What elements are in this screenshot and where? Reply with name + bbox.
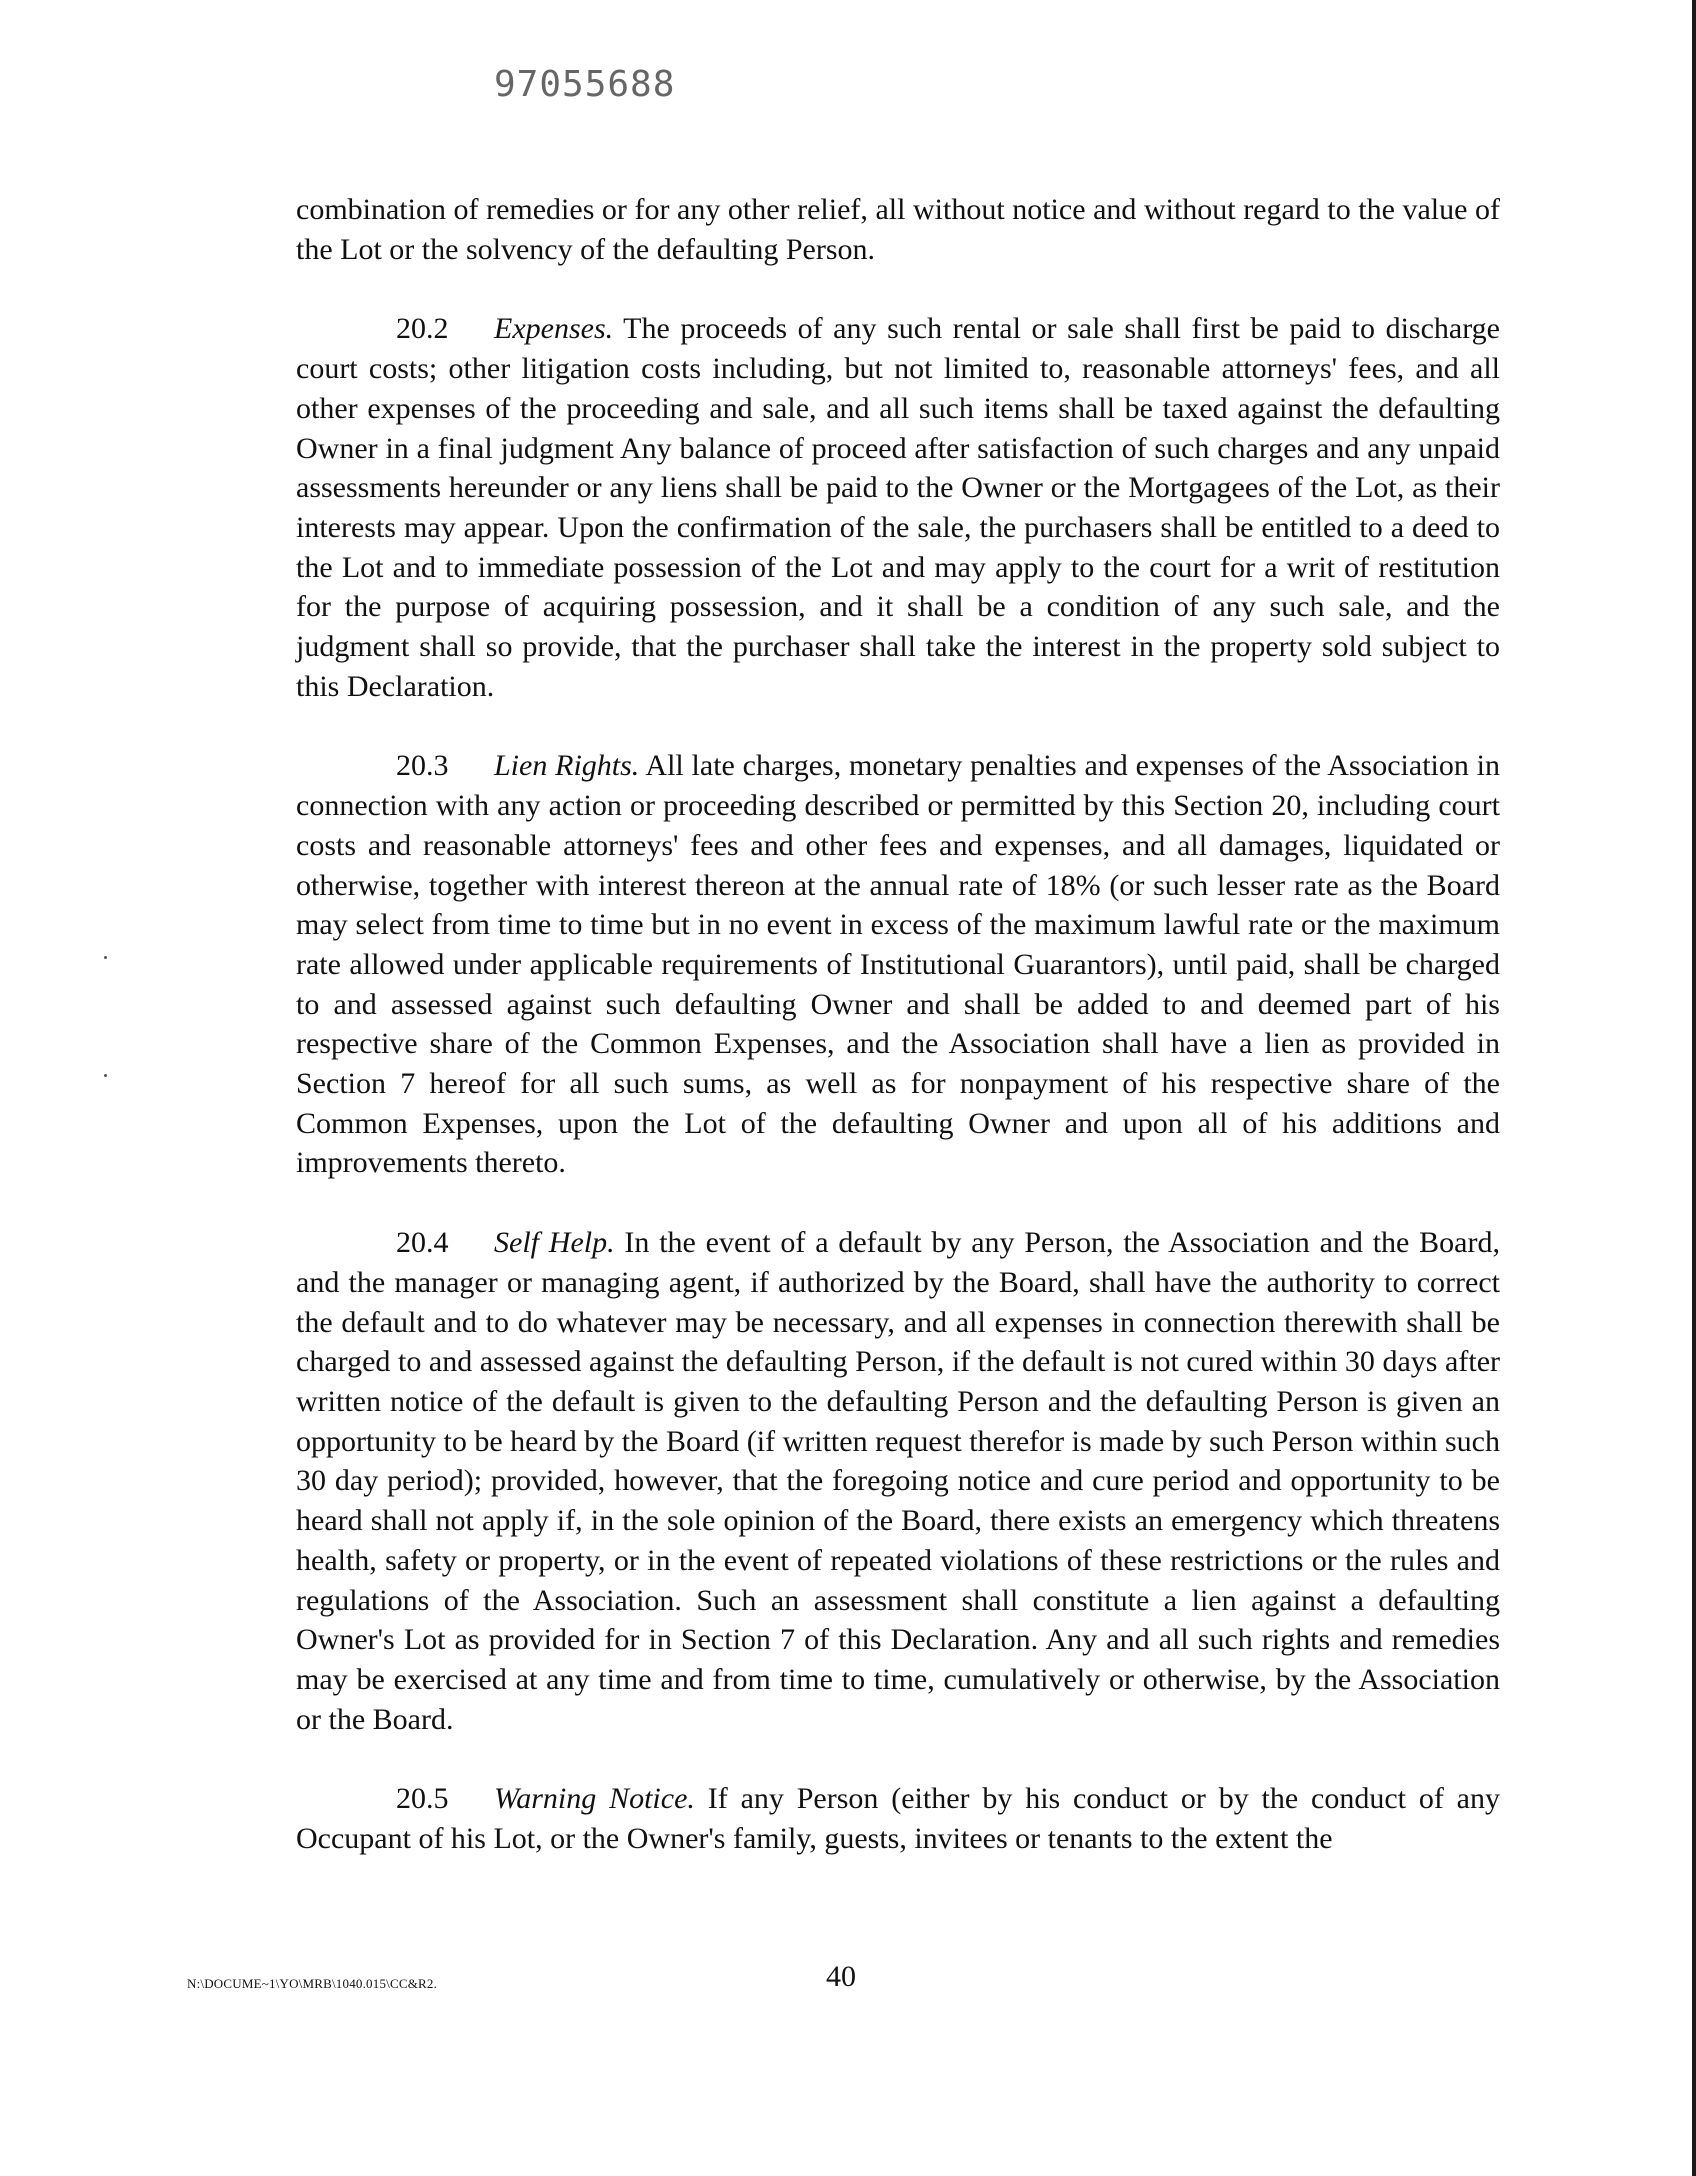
page-number: 40 (826, 1960, 856, 1993)
section-text: In the event of a default by any Person, the Association and the Board, and the manager or managing agent, if authorized by the Board, shall have the authority to correct the default and to do whatever may be necessary, and all expenses in connection therewith shall be charged to and assessed against the defaulting Person, if the default is not cured within 30 days after written notice of the default is given to the defaulting Person and the defaulting Person is given an opportunity to be heard by the Board (if written request therefor is made by such Person within such 30 day period); provided, however, that the foregoing notice and cure period and opportunity to be heard shall not apply if, in the sole opinion of the Board, there exists an emergency which threatens health, safety or property, or in the event of repeated violations of these restrictions or the rules and regulations of the Association. Such an assessment shall constitute a lien against a defaulting Owner's Lot as provided for in Section 7 of this Declaration. Any and all such rights and remedies may be exercised at any time and from time to time, cumulatively or otherwise, by the Association or the Board. (296, 1226, 1500, 1736)
section-title: Lien Rights. (494, 749, 640, 783)
continuation-paragraph: combination of remedies or for any other relief, all without notice and without regard to the value of the Lot or the solvency of the defaulting Person. (296, 193, 1500, 266)
document-number: 97055688 (494, 64, 676, 105)
footer-file-path: N:\DOCUME~1\YO\MRB\1040.015\CC&R2. (187, 1976, 438, 1991)
section-text: The proceeds of any such rental or sale shall first be paid to discharge court costs; other litigation costs including, but not limited to, reasonable attorneys' fees, and all other expenses of the proceeding and sale, and all such items shall be taxed against the defaulting Owner in a final judgment Any balance of proceed after satisfaction of such charges and any unpaid assessments hereunder or any liens shall be paid to the Owner or the Mortgagees of the Lot, as their interests may appear. Upon the confirmation of the sale, the purchasers shall be entitled to a deed to the Lot and to immediate possession of the Lot and may apply to the court for a writ of restitution for the purpose of acquiring possession, and it shall be a condition of any such sale, and the judgment shall so provide, that the purchaser shall take the interest in the property sold subject to this Declaration. (296, 312, 1500, 703)
section-20-2 (296, 309, 1500, 706)
stray-mark (104, 1074, 107, 1077)
section-20-5 (296, 1779, 1500, 1858)
section-number: 20.2 (396, 312, 449, 346)
section-title: Self Help. (494, 1226, 615, 1260)
section-number: 20.4 (396, 1226, 449, 1260)
section-20-3 (296, 746, 1500, 1183)
section-text: All late charges, monetary penalties and expenses of the Association in connection with any action or proceeding described or permitted by this Section 20, including court costs and reasonable attorneys' fees and other fees and expenses, and all damages, liquidated or otherwise, together with interest thereon at the annual rate of 18% (or such lesser rate as the Board may select from time to time but in no event in excess of the maximum lawful rate or the maximum rate allowed under applicable requirements of Institutional Guarantors), until paid, shall be charged to and assessed against such defaulting Owner and shall be added to and deemed part of his respective share of the Common Expenses, and the Association shall have a lien as provided in Section 7 hereof for all such sums, as well as for nonpayment of his respective share of the Common Expenses, upon the Lot of the defaulting Owner and upon all of his additions and improvements thereto. (296, 749, 1500, 1180)
section-number: 20.5 (396, 1782, 449, 1816)
section-title: Expenses. (494, 312, 614, 346)
section-number: 20.3 (396, 749, 449, 783)
section-20-4 (296, 1223, 1500, 1739)
section-text: If any Person (either by his conduct or by the conduct of any Occupant of his Lot, or the Owner's family, guests, invitees or tenants to the extent the (296, 1782, 1500, 1856)
section-title: Warning Notice. (494, 1782, 695, 1816)
page-edge (1692, 0, 1696, 2176)
stray-mark (104, 956, 107, 959)
document-body (296, 190, 1500, 1899)
